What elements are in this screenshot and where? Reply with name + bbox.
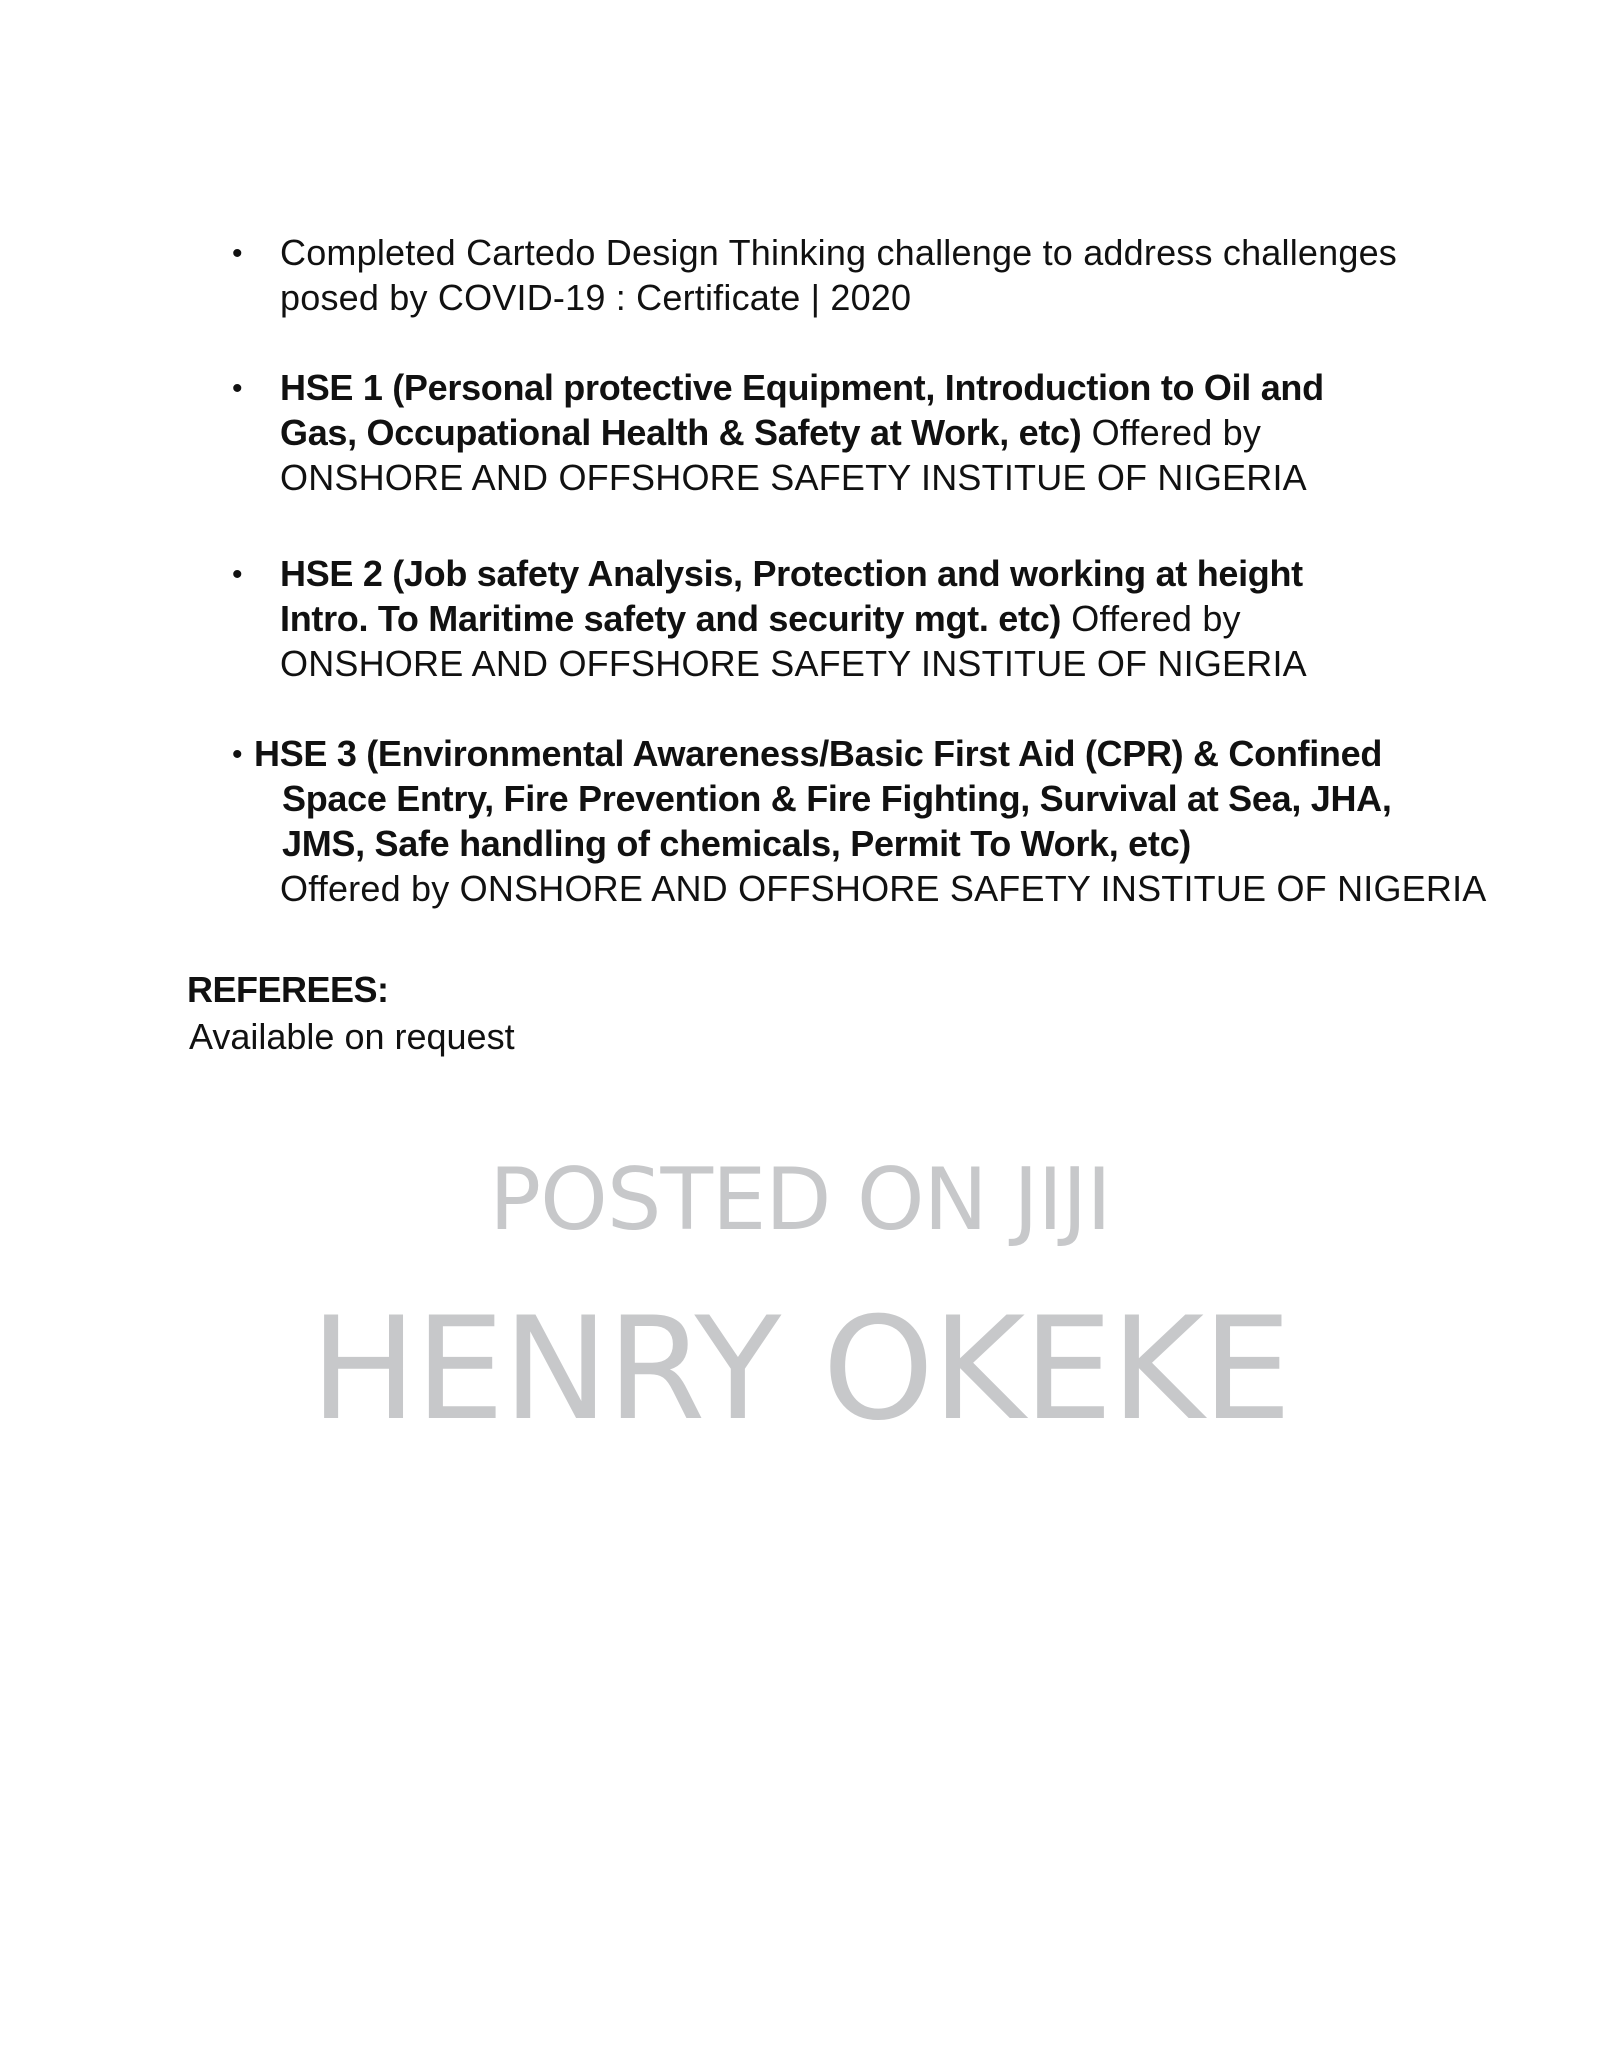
certification-provider: Offered by: [1081, 412, 1262, 453]
certification-item: [280, 365, 1324, 500]
certification-line: posed by COVID-19 : Certificate | 2020: [280, 277, 912, 318]
bullet-point: •: [232, 237, 243, 270]
bullet-point: •: [232, 738, 243, 771]
certification-item: [254, 731, 1487, 911]
bullet-point: •: [232, 372, 243, 405]
referees-heading: REFEREES:: [187, 969, 389, 1010]
certification-title: HSE 3 (Environmental Awareness/Basic First Aid (CPR) & Confined: [254, 733, 1383, 774]
referees-text: Available on request: [189, 1016, 515, 1057]
certification-line: [280, 596, 1307, 641]
bullet-point: •: [232, 558, 243, 591]
certification-line: [254, 821, 1487, 866]
certification-provider: ONSHORE AND OFFSHORE SAFETY INSTITUE OF NIGERIA: [280, 457, 1307, 498]
certification-line: [280, 365, 1324, 410]
certification-item: [280, 230, 1397, 320]
certification-title: HSE 1 (Personal protective Equipment, Introduction to Oil and: [280, 367, 1324, 408]
watermark-name: HENRY OKEKE: [310, 1287, 1290, 1452]
certification-line: Completed Cartedo Design Thinking challenge to address challenges: [280, 232, 1398, 273]
certification-title: HSE 2 (Job safety Analysis, Protection and working at height: [280, 553, 1303, 594]
certification-line: [254, 776, 1487, 821]
certification-line: [254, 731, 1487, 776]
certification-provider: Offered by: [1061, 598, 1241, 639]
certification-line: [280, 410, 1324, 455]
certification-title: JMS, Safe handling of chemicals, Permit To Work, etc): [282, 823, 1191, 864]
watermark-posted-on: POSTED ON JIJI: [489, 1150, 1111, 1250]
certification-provider: ONSHORE AND OFFSHORE SAFETY INSTITUE OF NIGERIA: [280, 643, 1307, 684]
certification-line: [280, 551, 1307, 596]
certification-item: [280, 551, 1307, 686]
certification-title: Intro. To Maritime safety and security mgt. etc): [280, 598, 1062, 639]
certification-title: Gas, Occupational Health & Safety at Work, etc): [280, 412, 1082, 453]
certification-provider: Offered by ONSHORE AND OFFSHORE SAFETY INSTITUE OF NIGERIA: [280, 868, 1487, 909]
certification-title: Space Entry, Fire Prevention & Fire Fighting, Survival at Sea, JHA,: [282, 778, 1392, 819]
